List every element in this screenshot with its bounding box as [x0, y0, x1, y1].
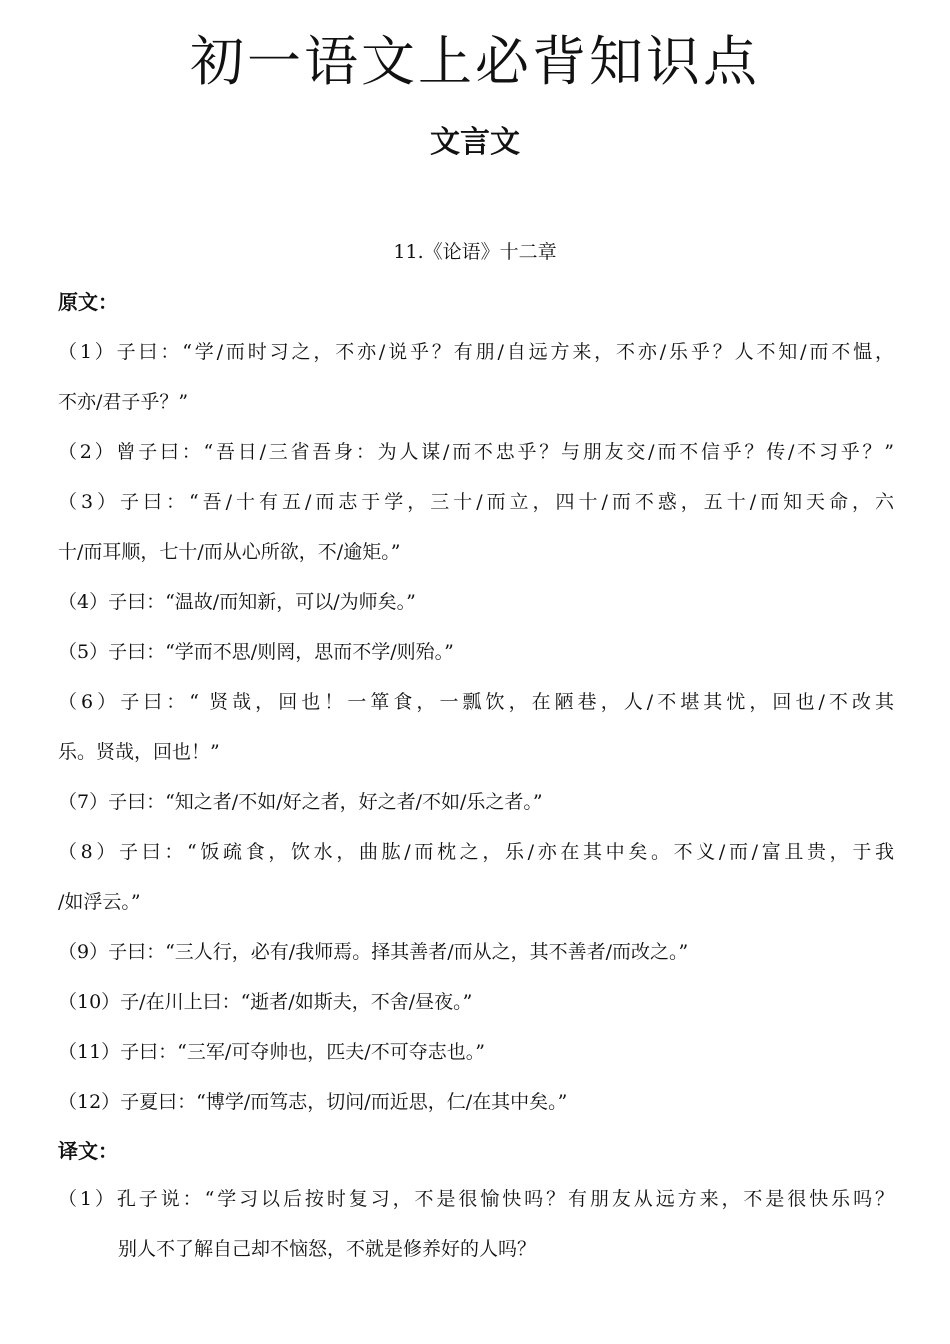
text-line: 别人不了解自己却不恼怒，不就是修养好的人吗？: [118, 1238, 537, 1260]
text-line: （8）子曰：“饭疏食，饮水，曲肱/而枕之，乐/亦在其中矣。不义/而/富且贵，于我: [58, 841, 894, 863]
text-line: 不亦/君子乎？”: [58, 391, 189, 413]
text-line: （7）子曰：“知之者/不如/好之者，好之者/不如/乐之者。”: [58, 791, 543, 813]
text-line: （3）子曰：“吾/十有五/而志于学，三十/而立，四十/而不惑，五十/而知天命，六: [58, 491, 894, 513]
chapter-heading: 11.《论语》十二章: [393, 241, 557, 263]
translation-block: [58, 1183, 894, 1283]
text-line: （12）子夏曰：“博学/而笃志，切问/而近思，仁/在其中矣。”: [58, 1091, 568, 1113]
page-title: 初一语文上必背知识点: [190, 30, 760, 93]
text-line: （1）孔子说：“学习以后按时复习，不是很愉快吗？有朋友从远方来，不是很快乐吗？: [58, 1188, 894, 1210]
text-line: （1）子曰：“学/而时习之，不亦/说乎？有朋/自远方来，不亦/乐乎？人不知/而不愠，: [58, 341, 894, 363]
original-text-heading: 原文：: [58, 290, 118, 314]
text-line: （4）子曰：“温故/而知新，可以/为师矣。”: [58, 591, 416, 613]
translation-heading: 译文：: [58, 1139, 118, 1163]
text-line: （6）子曰：“ 贤哉，回也！一箪食，一瓢饮，在陋巷，人/不堪其忧，回也/不改其: [58, 691, 894, 713]
text-line: /如浮云。”: [58, 891, 141, 913]
text-line: 十/而耳顺，七十/而从心所欲，不/逾矩。”: [58, 541, 401, 563]
text-line: （9）子曰：“三人行，必有/我师焉。择其善者/而从之，其不善者/而改之。”: [58, 941, 689, 963]
text-line: （10）子/在川上曰：“逝者/如斯夫，不舍/昼夜。”: [58, 991, 473, 1013]
page-subtitle: 文言文: [430, 125, 520, 160]
original-text-block: [58, 336, 894, 1136]
text-line: （5）子曰：“学而不思/则罔，思而不学/则殆。”: [58, 641, 454, 663]
text-line: 乐。贤哉，回也！”: [58, 741, 220, 763]
text-line: （2）曾子曰：“吾日/三省吾身：为人谋/而不忠乎？与朋友交/而不信乎？传/不习乎？”: [58, 441, 894, 463]
text-line: （11）子曰：“三军/可夺帅也，匹夫/不可夺志也。”: [58, 1041, 485, 1063]
